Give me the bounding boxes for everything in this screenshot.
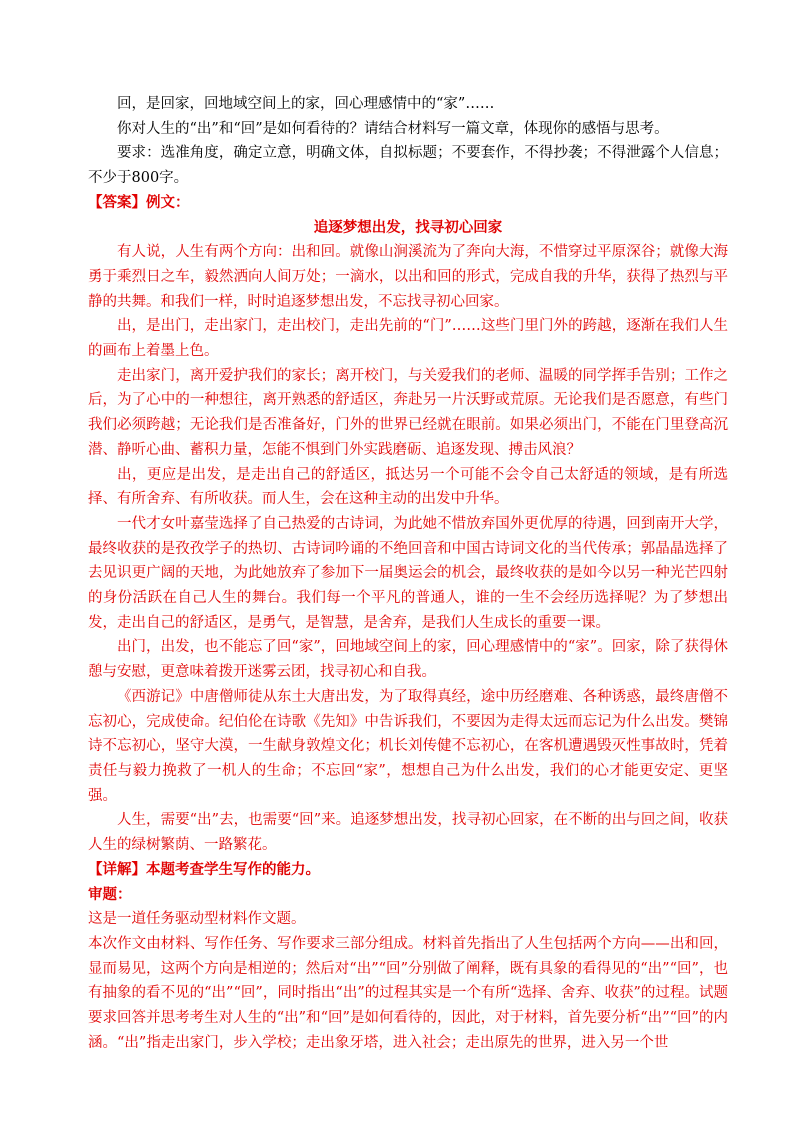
task-material-line: 回，是回家，回地域空间上的家，回心理感情中的“家”……	[117, 96, 495, 112]
essay-paragraph: 出，是出门，走出家门，走出校门，走出先前的“门”……这些门里门外的跨越，逐渐在我们人生的画布上着墨上色。	[88, 318, 728, 360]
answer-tag: 【答案】	[88, 193, 146, 211]
answer-label: 例文：	[146, 193, 190, 211]
answer-header	[88, 191, 728, 216]
task-question: 你对人生的“出”和“回”是如何看待的？请结合材料写一篇文章，体现你的感悟与思考。	[117, 120, 669, 137]
essay-paragraph: 出门，出发，也不能忘了回“家”，回地域空间上的家，回心理感情中的“家”。回家，除了获得休憩与安慰，更意味着拨开迷雾云团，找寻初心和自我。	[88, 639, 728, 681]
essay-title: 追逐梦想出发，找寻初心回家	[313, 218, 503, 236]
essay-paragraph: 人生，需要“出”去，也需要“回”来。追逐梦想出发，找寻初心回家，在不断的出与回之间，收获人生的绿树繁荫、一路繁花。	[88, 812, 728, 854]
essay-paragraph: 《西游记》中唐僧师徒从东土大唐出发，为了取得真经，途中历经磨难、各种诱惑，最终唐僧不忘初心，完成使命。纪伯伦在诗歌《先知》中告诉我们，不要因为走得太远而忘记为什么出发。樊锦诗不忘初心，坚守大漠，一生献身敦煌文化；机长刘传健不忘初心，在客机遭遇毁灭性事故时，凭着责任与毅力挽救了一机人的生命；不忘回“家”，想想自己为什么出发，我们的心才能更安定、更坚强。	[88, 688, 728, 804]
essay-paragraph: 有人说，人生有两个方向：出和回。就像山涧溪流为了奔向大海，不惜穿过平原深谷；就像大海勇于乘烈日之车，毅然洒向人间万处；一滴水，以出和回的形式，完成自我的升华，获得了热烈与平静的共舞。和我们一样，时时追逐梦想出发，不忘找寻初心回家。	[88, 244, 728, 310]
analysis-summary: 本题考查学生写作的能力。	[146, 860, 320, 878]
document-page	[88, 92, 728, 1055]
analysis-line: 本次作文由材料、写作任务、写作要求三部分组成。材料首先指出了人生包括两个方向——出和回，显而易见，这两个方向是相逆的；然后对“出”“回”分别做了阐释，既有具象的看得见的“出”“回”，也有抽象的看不见的“出”“回”，同时指出“出”的过程其实是一个有所“选择、舍弃、收获”的过程。试题要求回答并思考考生对人生的“出”和“回”是如何看待的，因此，对于材料，首先要分析“出”“回”的内涵。“出”指走出家门，步入学校；走出象牙塔，进入社会；走出原先的世界，进入另一个世	[88, 935, 728, 1051]
review-heading: 审题：	[88, 885, 132, 903]
analysis-header	[88, 858, 728, 883]
essay-paragraph: 一代才女叶嘉莹选择了自己热爱的古诗词，为此她不惜放弃国外更优厚的待遇，回到南开大学，最终收获的是孜孜学子的热切、古诗词吟诵的不绝回音和中国古诗词文化的当代传承；郭晶晶选择了去见识更广阔的天地，为此她放弃了参加下一届奥运会的机会，最终收获的是如今以另一种光芒四射的身份活跃在自己人生的舞台。我们每一个平凡的普通人，谁的一生不会经历选择呢？为了梦想出发，走出自己的舒适区，是勇气，是智慧，是舍弃，是我们人生成长的重要一课。	[88, 515, 728, 631]
analysis-tag: 【详解】	[88, 860, 146, 878]
essay-paragraph: 走出家门，离开爱护我们的家长；离开校门，与关爱我们的老师、温暖的同学挥手告别；工作之后，为了心中的一种想往，离开熟悉的舒适区，奔赴另一片沃野或荒原。无论我们是否愿意，有些门我们必须跨越；无论我们是否准备好，门外的世界已经就在眼前。如果必须出门，不能在门里登高沉潜、静听心曲、蓄积力量，怎能不惧到门外实践磨砺、追逐发现、搏击风浪？	[88, 367, 728, 458]
task-requirements: 要求：选准角度，确定立意，明确文体，自拟标题；不要套作，不得抄袭；不得泄露个人信息；不少于800字。	[88, 145, 728, 187]
analysis-line: 这是一道任务驱动型材料作文题。	[88, 911, 306, 928]
essay-paragraph: 出，更应是出发，是走出自己的舒适区，抵达另一个可能不会令自己太舒适的领域，是有所选择、有所舍弃、有所收获。而人生，会在这种主动的出发中升华。	[88, 466, 728, 508]
